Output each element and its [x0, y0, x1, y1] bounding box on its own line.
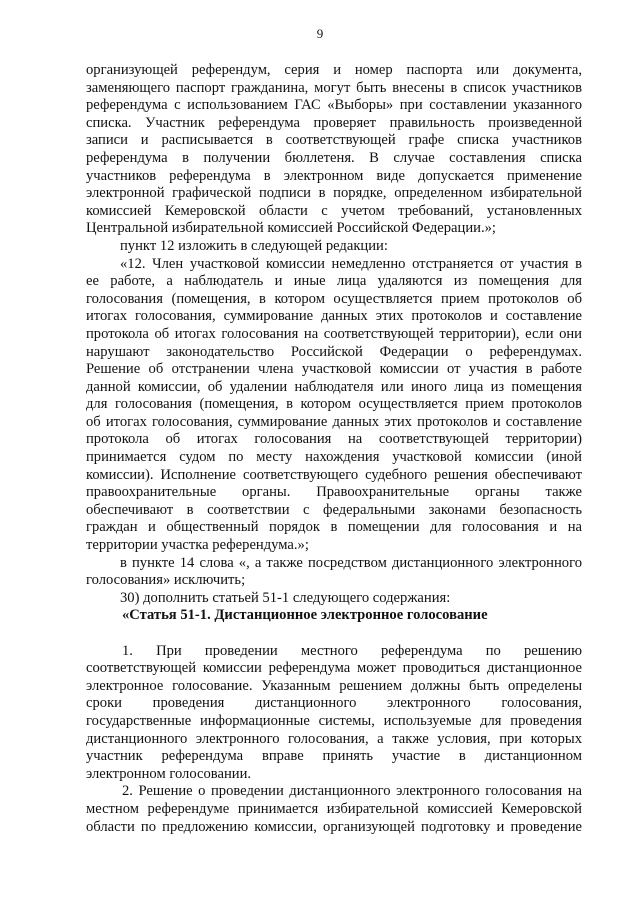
- text-line: организующей референдум, серия и номер паспорта или документа,: [86, 62, 582, 78]
- text-line: правоохранительные органы. Правоохранительные органы также: [86, 484, 582, 501]
- text-line: Центральной избирательной комиссией Российской Федерации.»;: [86, 220, 496, 237]
- text-line: заменяющего паспорт гражданина, могут быть внесены в список участников: [86, 79, 582, 96]
- text-line: протокола об итогах голосования на соответствующей территории): [86, 431, 582, 448]
- text-line: 1. При проведении местного референдума по решению: [122, 642, 582, 659]
- text-line: ее работе, а наблюдатель и иные лица удаляются из помещения для: [86, 273, 582, 290]
- paragraph-article-part-1: [86, 643, 582, 784]
- text-line: данной комиссии, об удалении наблюдателя или иного лица из помещения: [86, 378, 582, 395]
- text-line: голосования» исключить;: [86, 572, 246, 589]
- paragraph-article-part-2: [86, 783, 582, 836]
- paragraph-point-14: [86, 555, 582, 590]
- text-line: дистанционного электронного голосования, а также условия, при которых: [86, 730, 582, 747]
- paragraph-point-12: [86, 256, 582, 555]
- text-line: протокола об итогах голосования на соответствующей территории), если они: [86, 325, 582, 342]
- text-line: комиссией Кемеровской области с учетом требований, установленных: [86, 202, 582, 219]
- text-line: Решение об отстранении члена участковой комиссии от участия в работе: [86, 361, 582, 378]
- text-line: нарушают законодательство Российской Федерации о референдумах.: [86, 343, 582, 360]
- paragraph-voter-list: [86, 62, 582, 238]
- text-line: голосования (помещения, в котором осуществляется прием протоколов об: [86, 290, 582, 307]
- text-line: соответствующей комиссии референдума может проводиться дистанционное: [86, 660, 582, 677]
- text-line: для голосования (помещения, в котором осуществляется прием протоколов: [86, 396, 582, 413]
- text-line: итогах голосования, суммирование данных этих протоколов и составление: [86, 308, 582, 325]
- text-line: территории участка референдума.»;: [86, 537, 309, 554]
- text-line: принимается судом по месту нахождения участковой комиссии (иной: [86, 449, 582, 466]
- text-line: области по предложению комиссии, организующей подготовку и проведение: [86, 818, 582, 835]
- text-line: записи и расписывается в соответствующей графе списка участников: [86, 132, 582, 149]
- text-line: электронное голосование. Указанным решением должны быть определены: [86, 677, 582, 694]
- paragraph-item-30: 30) дополнить статьей 51-1 следующего содержания:: [120, 589, 451, 606]
- text-line: граждан и общественный порядок в помещении для голосования и на: [86, 519, 582, 536]
- text-line: сроки проведения дистанционного электронного голосования,: [86, 695, 582, 712]
- text-line: об итогах голосования, суммирование данных этих протоколов и составление: [86, 413, 582, 430]
- paragraph-point-12-intro: пункт 12 изложить в следующей редакции:: [120, 237, 388, 254]
- text-line: участник референдума вправе принять участие в дистанционном: [86, 748, 582, 765]
- page-number: 9: [316, 26, 324, 41]
- text-line: в пункте 14 слова «, а также посредством дистанционного электронного: [120, 554, 582, 571]
- article-title: «Статья 51-1. Дистанционное электронное голосование: [122, 607, 488, 624]
- spacer: [86, 625, 582, 643]
- text-line: комиссии). Исполнение соответствующего судебного решения обеспечивают: [86, 466, 582, 483]
- text-line: участников референдума в электронном виде допускается применение: [86, 167, 582, 184]
- text-line: местном референдуме принимается избирательной комиссией Кемеровской: [86, 800, 582, 817]
- text-line: государственные информационные системы, используемые для проведения: [86, 712, 582, 729]
- text-line: электронном голосовании.: [86, 765, 252, 782]
- text-line: 2. Решение о проведении дистанционного электронного голосования на: [122, 783, 582, 800]
- text-line: списка. Участник референдума проверяет правильность произведенной: [86, 114, 582, 131]
- text-line: обеспечивают в соответствии с федеральными законами безопасность: [86, 501, 582, 518]
- text-line: референдума в получении бюллетеня. В случае составления списка: [86, 149, 582, 166]
- document-body: [86, 62, 582, 836]
- text-line: «12. Член участковой комиссии немедленно отстраняется от участия в: [120, 255, 582, 272]
- text-line: референдума с использованием ГАС «Выборы» при составлении указанного: [86, 97, 582, 114]
- text-line: электронной графической подписи в порядке, определенном избирательной: [86, 185, 582, 202]
